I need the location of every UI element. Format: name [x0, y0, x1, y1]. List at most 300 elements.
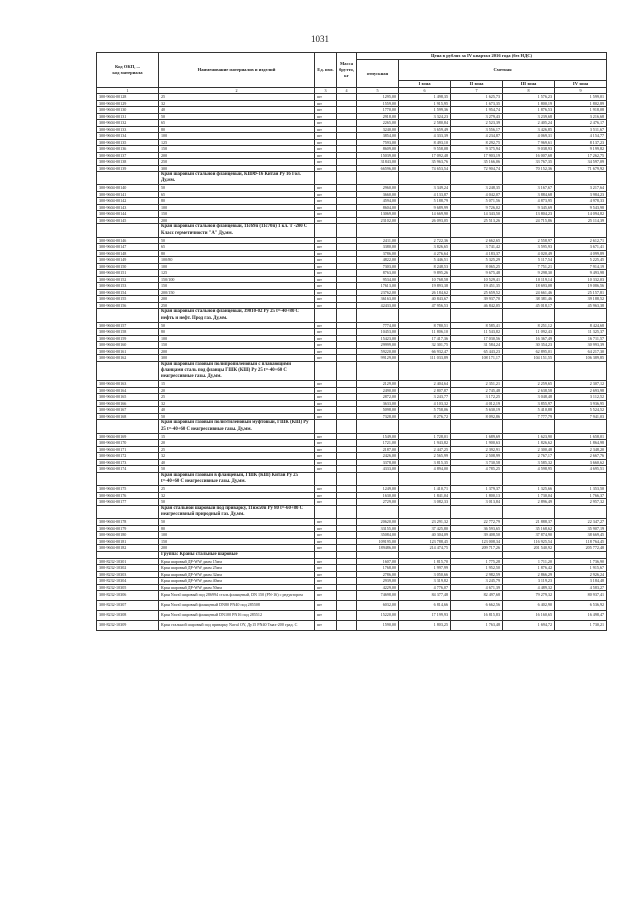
- price-zone-2: 14 343,50: [451, 211, 503, 218]
- item-name: 150/100: [159, 276, 315, 283]
- item-unit: шт: [315, 185, 337, 192]
- price-zone-2: 2 351,21: [451, 381, 503, 388]
- group-empty-cell: [555, 172, 607, 185]
- item-code: 300-9604-00178: [97, 519, 159, 526]
- price-zone-3: 4 489,32: [503, 584, 555, 591]
- column-index: 5: [357, 88, 399, 94]
- group-empty-cell: [555, 420, 607, 433]
- header-zone-4: IV зона: [555, 81, 607, 88]
- item-code: 300-9604-00168: [97, 413, 159, 420]
- group-header-row: [97, 420, 607, 433]
- item-code: 300-9604-00161: [97, 348, 159, 355]
- item-unit: шт: [315, 329, 337, 336]
- item-name: Кран шаровый ДР-WW диам 25мм: [159, 565, 315, 572]
- group-empty-cell: [357, 551, 399, 558]
- item-unit: шт: [315, 394, 337, 401]
- price-zone-1: 1 803,25: [399, 621, 451, 631]
- price-zone-4: 34 597,09: [555, 159, 607, 166]
- group-empty-cell: [337, 309, 357, 322]
- group-title: Кран шаровый газовый в фланцевый, ГШК (КШ) Китай Ру 25 t=-40+60 С неагрессивные газы. Ду,мм.: [159, 472, 315, 485]
- price-zone-4: 3 112,52: [555, 394, 607, 401]
- price-zone-2: 6 662,56: [451, 601, 503, 611]
- table-row: [97, 591, 607, 601]
- price-zone-3: 4 598,95: [503, 466, 555, 473]
- item-code: 300-9604-00150: [97, 263, 159, 270]
- price-release: 1559,00: [357, 100, 399, 107]
- header-code: Код ОКП, ... код материала: [97, 53, 159, 88]
- price-release: 9534,00: [357, 276, 399, 283]
- price-zone-1: 5 188,79: [399, 198, 451, 205]
- price-zone-3: 2 896,49: [503, 499, 555, 506]
- item-code: 300-9604-00172: [97, 453, 159, 460]
- item-code: 300-9604-00139: [97, 165, 159, 172]
- item-name: 25: [159, 446, 315, 453]
- price-zone-1: 1 943,82: [399, 440, 451, 447]
- price-zone-2: 4 012,19: [451, 400, 503, 407]
- price-release: 1630,00: [357, 492, 399, 499]
- price-release: 1295,00: [357, 94, 399, 101]
- column-index: 7: [451, 88, 503, 94]
- price-zone-2: 10 529,41: [451, 276, 503, 283]
- group-header-row: [97, 551, 607, 558]
- item-unit: шт: [315, 263, 337, 270]
- item-name: Кран шаровый ДР-WW диам 50мм: [159, 584, 315, 591]
- price-release: 2411,00: [357, 237, 399, 244]
- group-empty-cell: [315, 309, 337, 322]
- price-zone-3: 45 018,17: [503, 302, 555, 309]
- price-zone-2: 1 952,50: [451, 565, 503, 572]
- price-zone-4: 205 772,48: [555, 545, 607, 552]
- price-zone-3: 1 576,23: [503, 94, 555, 101]
- price-zone-3: 2 866,29: [503, 571, 555, 578]
- item-name: 15: [159, 433, 315, 440]
- price-zone-2: 39 408,50: [451, 532, 503, 539]
- group-title: Кран стальной шаровый под приварку, 11нж50п Ру 80 t=-60+80 С неагрессивный природный газ. Ду,мм.: [159, 505, 315, 518]
- group-empty-cell: [337, 361, 357, 381]
- price-release: 15220,00: [357, 611, 399, 621]
- header-mass: Масса брутто, кг: [337, 53, 357, 88]
- price-release: 3633,00: [357, 400, 399, 407]
- price-zone-1: 47 956,53: [399, 302, 451, 309]
- item-code: 300-9604-00171: [97, 446, 159, 453]
- item-name: 300: [159, 165, 315, 172]
- item-code: 300-9604-00140: [97, 185, 159, 192]
- price-zone-1: 32 301,75: [399, 342, 451, 349]
- item-unit: шт: [315, 400, 337, 407]
- item-code: 300-9604-00175: [97, 486, 159, 493]
- price-zone-2: 25 659,52: [451, 289, 503, 296]
- price-zone-2: 3 741,42: [451, 244, 503, 251]
- price-zone-3: 7 969,61: [503, 139, 555, 146]
- item-name: 100: [159, 133, 315, 140]
- item-name: 300: [159, 355, 315, 362]
- price-zone-3: 13 804,23: [503, 211, 555, 218]
- item-code: 300-9604-00151: [97, 270, 159, 277]
- price-zone-4: 64 217,30: [555, 348, 607, 355]
- item-mass: [337, 591, 357, 601]
- header-price: Цена в рублях за IV квартал 2016 года (без НДС): [357, 53, 607, 60]
- group-code-cell: [97, 172, 159, 185]
- item-mass: [337, 621, 357, 631]
- price-zone-4: 6 536,92: [555, 601, 607, 611]
- item-code: 300-9604-00138: [97, 159, 159, 166]
- price-zone-1: 9 558,08: [399, 146, 451, 153]
- item-unit: шт: [315, 532, 337, 539]
- price-release: 3240,00: [357, 126, 399, 133]
- price-zone-1: 5 758,06: [399, 407, 451, 414]
- price-zone-4: 4 099,89: [555, 250, 607, 257]
- price-zone-2: 4 183,37: [451, 250, 503, 257]
- group-empty-cell: [555, 224, 607, 237]
- price-zone-4: 2 667,76: [555, 453, 607, 460]
- item-unit: шт: [315, 204, 337, 211]
- price-zone-1: 74 653,54: [399, 165, 451, 172]
- item-unit: шт: [315, 276, 337, 283]
- group-empty-cell: [451, 309, 503, 322]
- price-zone-4: 71 679,92: [555, 165, 607, 172]
- item-name: 50: [159, 113, 315, 120]
- group-header-row: [97, 224, 607, 237]
- price-zone-2: 31 584,24: [451, 342, 503, 349]
- price-zone-3: 1 730,04: [503, 492, 555, 499]
- item-code: 300-9604-00156: [97, 302, 159, 309]
- group-empty-cell: [503, 224, 555, 237]
- item-unit: шт: [315, 433, 337, 440]
- group-empty-cell: [503, 505, 555, 518]
- item-unit: шт: [315, 113, 337, 120]
- price-zone-3: 38 381,46: [503, 296, 555, 303]
- item-name: 80: [159, 250, 315, 257]
- item-name: 100: [159, 532, 315, 539]
- item-unit: шт: [315, 538, 337, 545]
- item-unit: шт: [315, 152, 337, 159]
- price-release: 15423,00: [357, 335, 399, 342]
- price-release: 36163,00: [357, 296, 399, 303]
- item-code: 300-9604-00169: [97, 433, 159, 440]
- item-code: 300-9604-00179: [97, 525, 159, 532]
- price-zone-4: 10 332,03: [555, 276, 607, 283]
- item-name: 65: [159, 191, 315, 198]
- item-unit: шт: [315, 611, 337, 621]
- price-zone-3: 35 168,62: [503, 525, 555, 532]
- item-name: 125: [159, 139, 315, 146]
- price-zone-1: 1 841,04: [399, 492, 451, 499]
- item-code: 300-9604-00167: [97, 407, 159, 414]
- price-zone-2: 3 279,43: [451, 113, 503, 120]
- group-empty-cell: [503, 420, 555, 433]
- item-code: 300-8232-10304: [97, 578, 159, 585]
- item-name: 32: [159, 400, 315, 407]
- item-unit: шт: [315, 100, 337, 107]
- item-name: 150: [159, 146, 315, 153]
- item-unit: шт: [315, 250, 337, 257]
- price-zone-3: 2 259,65: [503, 381, 555, 388]
- price-zone-2: 1 763,48: [451, 621, 503, 631]
- group-empty-cell: [315, 420, 337, 433]
- price-zone-4: 9 199,82: [555, 146, 607, 153]
- price-zone-4: 1 736,90: [555, 558, 607, 565]
- item-name: 32: [159, 492, 315, 499]
- price-zone-4: 2 693,98: [555, 387, 607, 394]
- group-empty-cell: [315, 551, 337, 558]
- item-unit: шт: [315, 120, 337, 127]
- item-code: 300-9604-00129: [97, 100, 159, 107]
- item-unit: шт: [315, 107, 337, 114]
- price-zone-1: 1 815,70: [399, 558, 451, 565]
- group-empty-cell: [555, 472, 607, 485]
- item-unit: шт: [315, 342, 337, 349]
- price-zone-4: 1 915,67: [555, 565, 607, 572]
- column-index: 6: [399, 88, 451, 94]
- price-zone-1: 19 893,38: [399, 283, 451, 290]
- item-name: 50: [159, 466, 315, 473]
- item-unit: шт: [315, 545, 337, 552]
- group-header-row: [97, 309, 607, 322]
- item-unit: шт: [315, 499, 337, 506]
- price-release: 1607,00: [357, 558, 399, 565]
- item-unit: шт: [315, 283, 337, 290]
- item-code: 300-9604-00133: [97, 126, 159, 133]
- item-code: 300-9604-00149: [97, 257, 159, 264]
- group-empty-cell: [555, 361, 607, 381]
- header-unit: Ед. изм.: [315, 53, 337, 88]
- price-zone-3: 3 585,32: [503, 459, 555, 466]
- item-unit: шт: [315, 558, 337, 565]
- price-zone-2: 8 092,86: [451, 413, 503, 420]
- price-zone-4: 2 612,71: [555, 237, 607, 244]
- price-zone-3: 1 623,90: [503, 433, 555, 440]
- price-release: 13069,00: [357, 211, 399, 218]
- item-name: 150: [159, 342, 315, 349]
- price-zone-4: 2 348,20: [555, 446, 607, 453]
- item-name: Кран Naval шаровый фланцевый DN80 PN40 под 285508: [159, 601, 315, 611]
- item-name: 25: [159, 94, 315, 101]
- table-row: [97, 611, 607, 621]
- price-zone-1: 3 050,66: [399, 571, 451, 578]
- price-zone-4: 1 599,01: [555, 94, 607, 101]
- group-empty-cell: [399, 505, 451, 518]
- price-zone-4: 8 137,23: [555, 139, 607, 146]
- price-zone-3: 3 884,68: [503, 191, 555, 198]
- price-zone-4: 9 543,98: [555, 204, 607, 211]
- price-zone-2: 4 234,87: [451, 133, 503, 140]
- price-zone-3: 3 239,68: [503, 113, 555, 120]
- item-code: 300-9604-00135: [97, 139, 159, 146]
- price-zone-4: 25 114,39: [555, 217, 607, 224]
- price-zone-3: 1 876,53: [503, 107, 555, 114]
- price-release: 15039,00: [357, 152, 399, 159]
- price-zone-2: 65 443,23: [451, 348, 503, 355]
- item-code: 300-9604-00166: [97, 400, 159, 407]
- header-zones-group: Сметная: [399, 60, 607, 81]
- price-zone-2: 2 982,59: [451, 571, 503, 578]
- item-unit: шт: [315, 571, 337, 578]
- item-name: 40: [159, 407, 315, 414]
- group-title: Кран шаровый газовый полиэтиленовый муфтовый, ГШК (КШ) Ру 25 t=-40+60 С неагрессивные газы. Ду,мм.: [159, 420, 315, 433]
- price-zone-2: 5 071,56: [451, 198, 503, 205]
- item-name: 150: [159, 283, 315, 290]
- price-zone-4: 106 389,85: [555, 355, 607, 362]
- price-release: 8763,00: [357, 270, 399, 277]
- price-zone-4: 38 669,45: [555, 532, 607, 539]
- item-code: 300-9604-00174: [97, 466, 159, 473]
- price-release: 4594,00: [357, 198, 399, 205]
- price-zone-2: 3 248,35: [451, 185, 503, 192]
- price-zone-4: 16 498,47: [555, 611, 607, 621]
- item-code: 300-9604-00134: [97, 133, 159, 140]
- item-code: 300-9604-00177: [97, 499, 159, 506]
- item-unit: шт: [315, 322, 337, 329]
- price-zone-3: 9 038,93: [503, 146, 555, 153]
- item-mass: [337, 601, 357, 611]
- item-unit: шт: [315, 387, 337, 394]
- item-name: Кран стальной шаровый под приварку Naval OY, Ду15 PN40 Тмах-200 град. С: [159, 621, 315, 631]
- item-unit: шт: [315, 584, 337, 591]
- price-zone-3: 3 167,67: [503, 185, 555, 192]
- group-empty-cell: [399, 551, 451, 558]
- price-zone-1: 3 319,82: [399, 578, 451, 585]
- price-zone-2: 46 842,05: [451, 302, 503, 309]
- price-zone-2: 2 392,91: [451, 446, 503, 453]
- group-code-cell: [97, 361, 159, 381]
- price-zone-1: 6 814,66: [399, 601, 451, 611]
- item-unit: шт: [315, 486, 337, 493]
- price-release: 99129,00: [357, 355, 399, 362]
- price-zone-2: 2 662,65: [451, 237, 503, 244]
- price-zone-4: 2 476,17: [555, 120, 607, 127]
- item-unit: шт: [315, 139, 337, 146]
- price-zone-4: 19 086,56: [555, 283, 607, 290]
- group-empty-cell: [357, 224, 399, 237]
- price-zone-2: 5 630,19: [451, 407, 503, 414]
- price-release: 2939,00: [357, 578, 399, 585]
- item-unit: шт: [315, 525, 337, 532]
- price-zone-2: 123 008,34: [451, 538, 503, 545]
- item-name: 50: [159, 519, 315, 526]
- item-name: 15: [159, 381, 315, 388]
- price-zone-1: 214 474,75: [399, 545, 451, 552]
- price-zone-3: 7 751,21: [503, 263, 555, 270]
- price-zone-1: 111 033,89: [399, 355, 451, 362]
- item-name: 50: [159, 322, 315, 329]
- item-name: Кран Naval шаровый под 286994 сталь фланцевый, DN 150 (PN-16) с редуктором: [159, 591, 315, 601]
- header-zone-1: I зона: [399, 81, 451, 88]
- item-code: 300-9604-00173: [97, 459, 159, 466]
- price-zone-3: 2 300,48: [503, 446, 555, 453]
- group-empty-cell: [399, 472, 451, 485]
- price-zone-4: 35 907,19: [555, 525, 607, 532]
- price-zone-4: 8 424,68: [555, 322, 607, 329]
- item-code: 300-9604-00162: [97, 355, 159, 362]
- price-zone-4: 30 993,39: [555, 342, 607, 349]
- price-release: 7328,00: [357, 413, 399, 420]
- price-zone-3: 11 092,43: [503, 329, 555, 336]
- item-unit: шт: [315, 217, 337, 224]
- price-release: 2490,00: [357, 387, 399, 394]
- price-zone-3: 1 711,20: [503, 558, 555, 565]
- price-zone-2: 3 172,25: [451, 394, 503, 401]
- item-code: 300-8232-10307: [97, 601, 159, 611]
- group-empty-cell: [451, 420, 503, 433]
- group-empty-cell: [357, 472, 399, 485]
- group-empty-cell: [451, 172, 503, 185]
- price-zone-1: 3 349,24: [399, 185, 451, 192]
- price-release: 1770,00: [357, 107, 399, 114]
- group-empty-cell: [555, 505, 607, 518]
- item-code: 300-9604-00144: [97, 211, 159, 218]
- item-code: 300-9604-00131: [97, 113, 159, 120]
- price-zone-4: 7 941,03: [555, 413, 607, 420]
- table-row: [97, 601, 607, 611]
- price-zone-3: 2 405,24: [503, 120, 555, 127]
- price-zone-1: 9 895,26: [399, 270, 451, 277]
- price-zone-4: 2 307,12: [555, 381, 607, 388]
- item-code: 300-9604-00137: [97, 152, 159, 159]
- price-zone-3: 37 874,90: [503, 532, 555, 539]
- price-zone-2: 1 800,13: [451, 492, 503, 499]
- item-name: 100: [159, 335, 315, 342]
- price-zone-2: 25 513,26: [451, 217, 503, 224]
- price-release: 6032,00: [357, 601, 399, 611]
- price-zone-1: 4 276,64: [399, 250, 451, 257]
- price-zone-3: 1 826,62: [503, 440, 555, 447]
- price-zone-1: 3 243,77: [399, 394, 451, 401]
- price-zone-4: 16 711,57: [555, 335, 607, 342]
- group-empty-cell: [315, 172, 337, 185]
- price-zone-2: 17 030,56: [451, 335, 503, 342]
- item-code: 300-9604-00165: [97, 394, 159, 401]
- price-zone-1: 3 082,33: [399, 499, 451, 506]
- group-empty-cell: [337, 505, 357, 518]
- price-release: 189486,00: [357, 545, 399, 552]
- price-zone-1: 1 997,99: [399, 565, 451, 572]
- item-code: 300-9604-00163: [97, 381, 159, 388]
- price-zone-3: 2 558,97: [503, 237, 555, 244]
- price-release: 17613,00: [357, 283, 399, 290]
- price-release: 1549,00: [357, 433, 399, 440]
- group-empty-cell: [555, 309, 607, 322]
- item-name: 40: [159, 107, 315, 114]
- price-zone-1: 1 728,01: [399, 433, 451, 440]
- price-zone-4: 4 154,77: [555, 133, 607, 140]
- group-title: Кран шаровый стальной фланцевый, 11с69п (11с70п) 1 кл. Т -200 С Класс герметичности "А" Ду,мм.: [159, 224, 315, 237]
- price-zone-3: 30 354,23: [503, 342, 555, 349]
- price-zone-4: 39 188,52: [555, 296, 607, 303]
- price-zone-4: 4 978,33: [555, 198, 607, 205]
- price-release: 2872,00: [357, 394, 399, 401]
- item-unit: шт: [315, 459, 337, 466]
- price-release: 109195,00: [357, 538, 399, 545]
- price-zone-2: 1 689,69: [451, 433, 503, 440]
- price-zone-2: 72 904,74: [451, 165, 503, 172]
- price-zone-4: 3 216,68: [555, 113, 607, 120]
- price-release: 4333,00: [357, 466, 399, 473]
- price-zone-2: 9 375,94: [451, 146, 503, 153]
- price-release: 5098,00: [357, 407, 399, 414]
- group-empty-cell: [357, 309, 399, 322]
- price-zone-4: 3 671,41: [555, 244, 607, 251]
- item-name: 200: [159, 296, 315, 303]
- item-name: 80: [159, 329, 315, 336]
- item-name: 50: [159, 237, 315, 244]
- price-zone-3: 16 007,68: [503, 152, 555, 159]
- price-release: 66596,00: [357, 165, 399, 172]
- price-zone-1: 4 333,39: [399, 133, 451, 140]
- item-code: 300-9604-00160: [97, 342, 159, 349]
- price-zone-3: 1 800,19: [503, 100, 555, 107]
- item-mass: [337, 611, 357, 621]
- group-title: Кран шаровый стальной фланцевый, 39010-02 Ру 25 t=-40+80 С нефть и нефт. Прод газ. Ду,мм.: [159, 309, 315, 322]
